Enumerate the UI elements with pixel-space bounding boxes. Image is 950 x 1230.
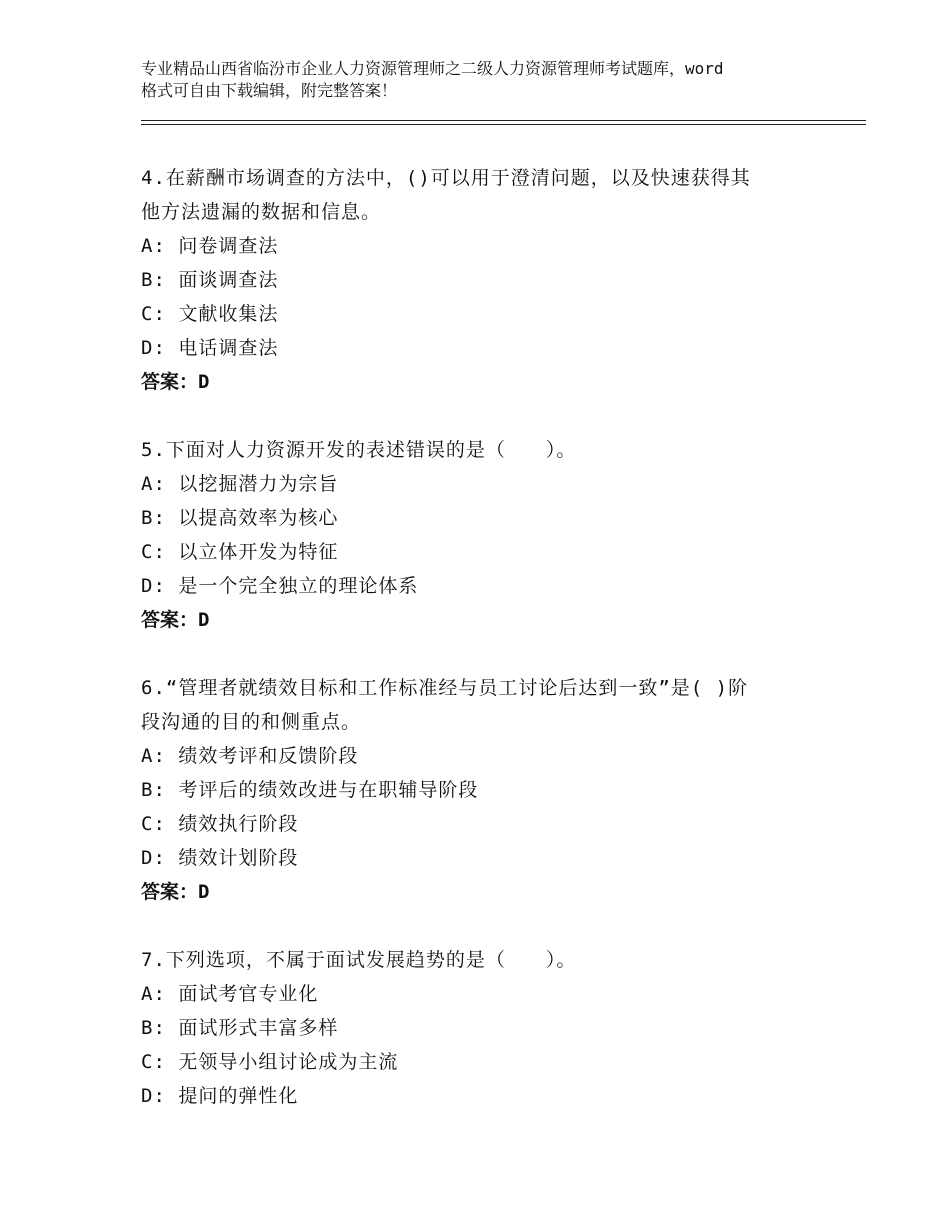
question-stem-line: 段沟通的目的和侧重点。	[141, 711, 362, 733]
header-title-line-1: 专业精品山西省临汾市企业人力资源管理师之二级人力资源管理师考试题库，word	[141, 59, 724, 78]
question-stem	[141, 433, 821, 467]
option-a: A: 以挖掘潜力为宗旨	[141, 473, 339, 495]
option-c: C: 无领导小组讨论成为主流	[141, 1051, 399, 1073]
question-stem-line: 4.在薪酬市场调查的方法中，()可以用于澄清问题，以及快速获得其	[141, 167, 751, 189]
answer-line: 答案：D	[141, 371, 210, 393]
question-stem	[141, 671, 821, 739]
option-c: C: 绩效执行阶段	[141, 813, 299, 835]
option-b: B: 面谈调查法	[141, 269, 279, 291]
question-stem-line: 他方法遗漏的数据和信息。	[141, 201, 382, 223]
option-d: D: 提问的弹性化	[141, 1085, 299, 1107]
answer-line: 答案：D	[141, 881, 210, 903]
question-5	[141, 433, 821, 637]
question-4	[141, 161, 821, 399]
answer-line: 答案：D	[141, 609, 210, 631]
question-stem-line: 6.“管理者就绩效目标和工作标准经与员工讨论后达到一致”是( )阶	[141, 677, 749, 699]
option-d: D: 电话调查法	[141, 337, 279, 359]
option-c: C: 以立体开发为特征	[141, 541, 339, 563]
option-a: A: 问卷调查法	[141, 235, 279, 257]
question-stem-line: 5.下面对人力资源开发的表述错误的是（ ）。	[141, 439, 577, 461]
question-6	[141, 671, 821, 909]
option-b: B: 以提高效率为核心	[141, 507, 339, 529]
option-b: B: 考评后的绩效改进与在职辅导阶段	[141, 779, 479, 801]
option-c: C: 文献收集法	[141, 303, 279, 325]
option-a: A: 绩效考评和反馈阶段	[141, 745, 359, 767]
document-header	[141, 58, 841, 102]
option-d: D: 是一个完全独立的理论体系	[141, 575, 419, 597]
option-a: A: 面试考官专业化	[141, 983, 319, 1005]
header-divider-top	[141, 120, 866, 121]
question-stem	[141, 161, 821, 229]
question-stem-line: 7.下列选项，不属于面试发展趋势的是（ ）。	[141, 949, 577, 971]
header-divider-bottom	[141, 124, 866, 125]
option-b: B: 面试形式丰富多样	[141, 1017, 339, 1039]
question-list	[141, 161, 821, 1147]
question-stem	[141, 943, 821, 977]
header-title-line-2: 格式可自由下载编辑，附完整答案！	[141, 81, 398, 100]
question-7	[141, 943, 821, 1113]
option-d: D: 绩效计划阶段	[141, 847, 299, 869]
